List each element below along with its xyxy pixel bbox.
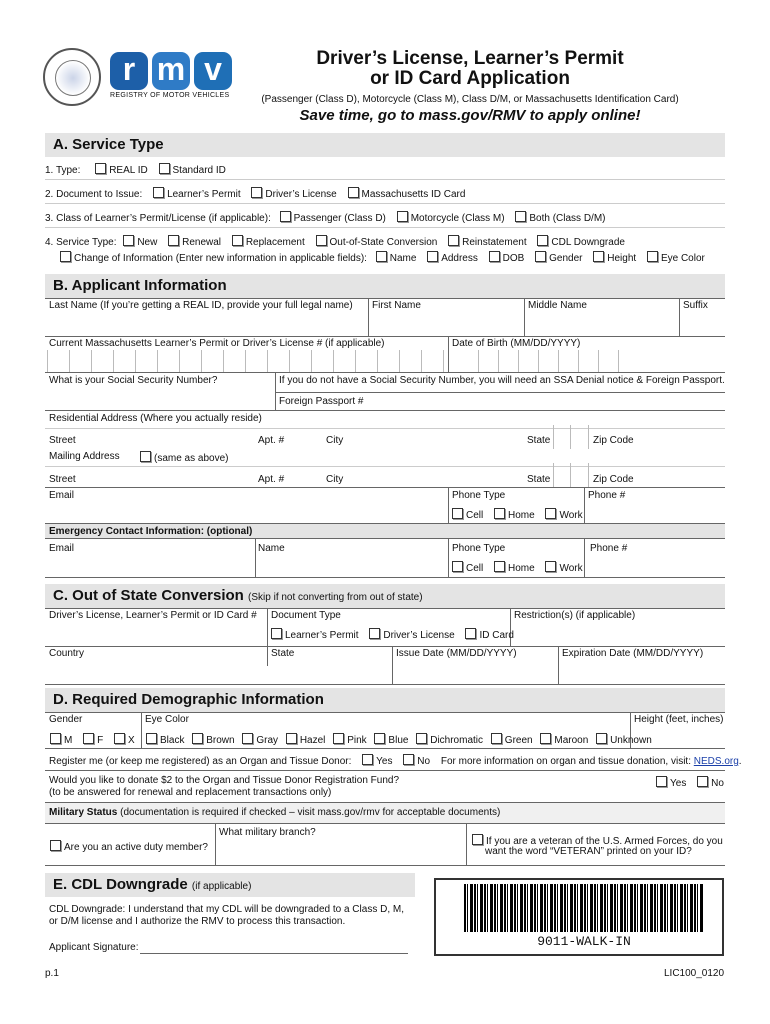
type-standard-id[interactable]: [159, 163, 226, 176]
oos-id-card[interactable]: [465, 628, 513, 641]
fund-yes[interactable]: [656, 776, 686, 789]
divider: [45, 646, 725, 647]
option-label: Hazel: [299, 735, 326, 746]
veteran-line2: want the word “VETERAN” printed on your ID?: [485, 846, 692, 857]
option-label: Standard ID: [172, 165, 226, 176]
option-label: REAL ID: [109, 165, 148, 176]
option-label: Motorcycle (Class M): [410, 213, 505, 224]
checkbox-icon[interactable]: [333, 733, 344, 744]
section-c-heading: [45, 584, 725, 608]
class-passenger[interactable]: [280, 211, 386, 224]
gender-f[interactable]: [83, 733, 103, 746]
signature-label: Applicant Signature:: [49, 942, 139, 953]
checkbox-icon[interactable]: [50, 840, 61, 851]
option-label: Eye Color: [660, 253, 705, 264]
eye-black[interactable]: [146, 733, 184, 746]
option-label: No: [711, 778, 724, 789]
option-label: ID Card: [479, 630, 514, 641]
oos-learners-permit[interactable]: [271, 628, 359, 641]
divider: [679, 298, 680, 336]
online-tagline: Save time, go to mass.gov/RMV to apply online!: [299, 107, 641, 124]
section-b-title: B. Applicant Information: [53, 277, 227, 294]
checkbox-icon[interactable]: [374, 733, 385, 744]
divider: [466, 823, 467, 865]
option-label: F: [97, 735, 104, 746]
checkbox-icon[interactable]: [146, 733, 157, 744]
gender-x[interactable]: [114, 733, 135, 746]
service-out-of-state[interactable]: [316, 235, 438, 248]
mail-state-field[interactable]: State: [527, 474, 551, 485]
checkbox-icon[interactable]: [593, 251, 604, 262]
section-b-heading: [45, 274, 725, 298]
checkbox-icon[interactable]: [83, 733, 94, 744]
option-label: Passenger (Class D): [293, 213, 386, 224]
service-reinstatement[interactable]: [448, 235, 526, 248]
option-label: Maroon: [554, 735, 589, 746]
divider: [45, 712, 725, 713]
license-number-label: Current Massachusetts Learner’s Permit or Driver’s License # (if applicable): [49, 338, 385, 349]
option-label: Name: [389, 253, 417, 264]
res-city-field[interactable]: City: [326, 435, 344, 446]
page-number: p.1: [45, 968, 59, 979]
divider: [215, 823, 216, 865]
section-d-title: D. Required Demographic Information: [53, 691, 324, 708]
checkbox-icon[interactable]: [489, 251, 500, 262]
checkbox-icon[interactable]: [95, 163, 106, 174]
cdl-text-line2: or D/M license and I authorize the RMV to process this transaction.: [49, 916, 346, 927]
oos-restrictions-field[interactable]: Restriction(s) (if applicable): [514, 610, 636, 621]
massachusetts-seal: [43, 48, 101, 106]
option-label: New: [137, 237, 158, 248]
option-label: Home: [508, 563, 535, 574]
class-row: [45, 211, 614, 224]
oos-country-field[interactable]: Country: [49, 648, 85, 659]
eye-maroon[interactable]: [540, 733, 588, 746]
section-c-title: C. Out of State Conversion: [53, 587, 244, 604]
checkbox-icon[interactable]: [140, 451, 151, 462]
option-label: Work: [559, 510, 583, 521]
divider: [45, 487, 725, 488]
checkbox-icon[interactable]: [242, 733, 253, 744]
checkbox-icon[interactable]: [656, 776, 667, 787]
option-label: (same as above): [154, 453, 229, 464]
checkbox-icon[interactable]: [251, 187, 262, 198]
section-e-subtitle: (if applicable): [191, 881, 252, 892]
service-cdl-downgrade[interactable]: [537, 235, 625, 248]
option-label: Brown: [206, 735, 235, 746]
neds-link[interactable]: NEDS.org: [693, 756, 739, 767]
section-e-title: E. CDL Downgrade: [53, 876, 188, 893]
checkbox-icon[interactable]: [286, 733, 297, 744]
last-name-field[interactable]: Last Name (If you’re getting a REAL ID, provide your full legal name): [49, 300, 353, 311]
checkbox-icon[interactable]: [545, 561, 556, 572]
oos-drivers-license[interactable]: [369, 628, 454, 641]
option-label: Out-of-State Conversion: [329, 237, 438, 248]
fund-no[interactable]: [697, 776, 724, 789]
checkbox-icon[interactable]: [647, 251, 658, 262]
checkbox-icon[interactable]: [397, 211, 408, 222]
logo-letter-m: m: [152, 52, 190, 90]
option-label: CDL Downgrade: [551, 237, 625, 248]
ssn-field[interactable]: What is your Social Security Number?: [49, 375, 218, 386]
suffix-field[interactable]: Suffix: [683, 300, 708, 311]
option-label: Dichromatic: [430, 735, 484, 746]
military-status-row: [45, 803, 725, 823]
checkbox-icon[interactable]: [348, 187, 359, 198]
oos-doc-options: [271, 628, 522, 641]
change-row: [60, 251, 713, 264]
phone-home[interactable]: [494, 508, 535, 521]
divider: [45, 823, 725, 824]
mailing-address-label: Mailing Address: [49, 451, 120, 462]
option-label: Blue: [388, 735, 409, 746]
eye-hazel[interactable]: [286, 733, 326, 746]
checkbox-icon[interactable]: [494, 561, 505, 572]
checkbox-icon[interactable]: [416, 733, 427, 744]
fund-question-line1: Would you like to donate $2 to the Organ and Tissue Donor Registration Fund?: [49, 775, 400, 786]
military-branch-field[interactable]: What military branch?: [219, 827, 316, 838]
rmv-logo: [110, 52, 236, 90]
applicant-email-field[interactable]: Email: [49, 490, 75, 501]
doc-learners-permit[interactable]: [153, 187, 241, 200]
option-label: Both (Class D/M): [529, 213, 606, 224]
divider: [448, 336, 449, 372]
military-status-label: Military Status: [49, 807, 118, 818]
checkbox-icon[interactable]: [153, 187, 164, 198]
doc-label: 2. Document to Issue:: [45, 189, 143, 200]
checkbox-icon[interactable]: [280, 211, 291, 222]
option-label: Gender: [549, 253, 583, 264]
divider: [558, 646, 559, 684]
mail-city-field[interactable]: City: [326, 474, 344, 485]
divider: [275, 392, 725, 393]
option-label: Reinstatement: [462, 237, 527, 248]
divider: [45, 372, 725, 373]
divider: [275, 372, 276, 410]
class-motorcycle[interactable]: [397, 211, 505, 224]
option-label: Gray: [256, 735, 279, 746]
divider: [368, 298, 369, 336]
divider: [45, 608, 725, 609]
dob-field[interactable]: Date of Birth (MM/DD/YYYY): [452, 338, 581, 349]
neds-link-period: .: [738, 756, 742, 767]
same-as-above[interactable]: [140, 451, 228, 464]
section-a-heading: [45, 133, 725, 157]
donor-no[interactable]: [403, 754, 430, 767]
donor-yes[interactable]: [362, 754, 392, 767]
option-label: X: [128, 735, 135, 746]
gender-label: Gender: [49, 714, 83, 725]
eye-color-label: Eye Color: [145, 714, 189, 725]
military-status-note: (documentation is required if checked – visit mass.gov/rmv for acceptable documents): [117, 807, 501, 818]
emergency-phone-options: [452, 561, 591, 574]
divider: [45, 466, 725, 467]
oos-expiration-date-field[interactable]: Expiration Date (MM/DD/YYYY): [562, 648, 704, 659]
barcode: [464, 884, 704, 932]
checkbox-icon[interactable]: [545, 508, 556, 519]
option-label: Work: [559, 563, 583, 574]
option-label: Replacement: [245, 237, 305, 248]
page-title-line2: or ID Card Application: [370, 68, 570, 89]
option-label: Height: [607, 253, 637, 264]
barcode-text: 9011-WALK-IN: [537, 934, 631, 949]
eye-pink[interactable]: [333, 733, 366, 746]
logo-caption: REGISTRY OF MOTOR VEHICLES: [110, 92, 230, 99]
eye-options: [146, 733, 657, 746]
mail-street-field[interactable]: Street: [49, 474, 76, 485]
dob-boxes[interactable]: [478, 350, 638, 372]
checkbox-icon[interactable]: [123, 235, 134, 246]
doc-drivers-license[interactable]: [251, 187, 336, 200]
emergency-phone-field[interactable]: Phone #: [590, 543, 628, 554]
res-state-boxes[interactable]: [553, 425, 589, 449]
checkbox-icon[interactable]: [448, 235, 459, 246]
applicant-phone-type-label: Phone Type: [452, 490, 506, 501]
cdl-text-line1: CDL Downgrade: I understand that my CDL will be downgraded to a Class D, M,: [49, 904, 404, 915]
logo-letter-r: r: [110, 52, 148, 90]
signature-line[interactable]: [140, 953, 408, 954]
eye-brown[interactable]: [192, 733, 234, 746]
logo-letter-v: v: [194, 52, 232, 90]
checkbox-icon[interactable]: [271, 628, 282, 639]
option-label: Driver’s License: [383, 630, 455, 641]
mail-apt-field[interactable]: Apt. #: [258, 474, 285, 485]
oos-issue-date-field[interactable]: Issue Date (MM/DD/YYYY): [396, 648, 517, 659]
checkbox-icon[interactable]: [465, 628, 476, 639]
divider: [45, 748, 725, 749]
service-replacement[interactable]: [232, 235, 305, 248]
checkbox-icon[interactable]: [316, 235, 327, 246]
divider: [45, 410, 725, 411]
checkbox-icon[interactable]: [697, 776, 708, 787]
service-label: 4. Service Type:: [45, 237, 117, 248]
change-height[interactable]: [593, 251, 636, 264]
divider: [524, 298, 525, 336]
middle-name-field[interactable]: Middle Name: [528, 300, 587, 311]
divider: [392, 646, 393, 684]
checkbox-icon[interactable]: [596, 733, 607, 744]
doc-row: [45, 187, 473, 200]
section-e-heading: [45, 873, 415, 897]
option-label: DOB: [502, 253, 525, 264]
option-label: Cell: [466, 510, 484, 521]
gender-options: [50, 733, 143, 746]
checkbox-icon[interactable]: [159, 163, 170, 174]
checkbox-icon[interactable]: [403, 754, 414, 765]
divider: [45, 428, 725, 429]
class-both[interactable]: [515, 211, 605, 224]
oos-state-field[interactable]: State: [271, 648, 295, 659]
divider: [448, 539, 449, 577]
phone-home[interactable]: [494, 561, 535, 574]
change-address[interactable]: [427, 251, 478, 264]
checkbox-icon[interactable]: [427, 251, 438, 262]
service-renewal[interactable]: [168, 235, 221, 248]
divider: [267, 608, 268, 666]
checkbox-icon[interactable]: [50, 733, 61, 744]
option-label: Massachusetts ID Card: [361, 189, 466, 200]
emergency-label: Emergency Contact Information: (optional): [49, 526, 253, 537]
passport-field[interactable]: Foreign Passport #: [279, 396, 364, 407]
phone-work[interactable]: [545, 561, 582, 574]
emergency-phone-type-label: Phone Type: [452, 543, 506, 554]
checkbox-icon[interactable]: [537, 235, 548, 246]
checkbox-icon[interactable]: [232, 235, 243, 246]
option-label: Green: [504, 735, 533, 746]
checkbox-icon[interactable]: [540, 733, 551, 744]
height-field[interactable]: Height (feet, inches): [634, 714, 724, 725]
divider: [45, 865, 725, 866]
divider: [45, 298, 725, 299]
oos-doc-type-label: Document Type: [271, 610, 341, 621]
first-name-field[interactable]: First Name: [372, 300, 421, 311]
option-label: Address: [441, 253, 478, 264]
page-title-line1: Driver’s License, Learner’s Permit: [316, 48, 624, 69]
option-label: No: [417, 756, 431, 767]
eye-dichromatic[interactable]: [416, 733, 483, 746]
mail-state-boxes[interactable]: [553, 463, 589, 487]
change-name[interactable]: [376, 251, 417, 264]
option-label: Learner’s Permit: [167, 189, 241, 200]
res-zip-field[interactable]: Zip Code: [593, 435, 634, 446]
change-eye-color[interactable]: [647, 251, 705, 264]
phone-cell[interactable]: [452, 508, 483, 521]
eye-blue[interactable]: [374, 733, 408, 746]
donor-info-text: For more information on organ and tissue donation, visit:: [440, 756, 691, 767]
applicant-phone-options: [452, 508, 591, 521]
fund-options: [656, 776, 724, 789]
emergency-name-field[interactable]: Name: [258, 543, 285, 554]
option-label: Black: [160, 735, 185, 746]
checkbox-icon[interactable]: [472, 834, 483, 845]
option-label: Learner’s Permit: [285, 630, 359, 641]
checkbox-icon[interactable]: [452, 508, 463, 519]
checkbox-icon[interactable]: [362, 754, 373, 765]
checkbox-icon[interactable]: [376, 251, 387, 262]
checkbox-icon[interactable]: [369, 628, 380, 639]
mail-zip-field[interactable]: Zip Code: [593, 474, 634, 485]
option-label: Yes: [376, 756, 393, 767]
res-state-field[interactable]: State: [527, 435, 551, 446]
divider: [45, 203, 725, 204]
checkbox-icon[interactable]: [494, 508, 505, 519]
option-label: M: [64, 735, 73, 746]
option-label: Change of Information (Enter new information in applicable fields):: [74, 253, 367, 264]
checkbox-icon[interactable]: [515, 211, 526, 222]
class-label: 3. Class of Learner’s Permit/License (if applicable):: [45, 213, 271, 224]
donor-question: Register me (or keep me registered) as an Organ and Tissue Donor:: [49, 756, 352, 767]
divider: [45, 336, 725, 337]
divider: [45, 770, 725, 771]
emergency-email-field[interactable]: Email: [49, 543, 75, 554]
option-label: Renewal: [182, 237, 222, 248]
divider: [45, 577, 725, 578]
license-number-boxes[interactable]: [47, 350, 447, 372]
phone-cell[interactable]: [452, 561, 483, 574]
type-real-id[interactable]: [95, 163, 148, 176]
divider: [448, 487, 449, 523]
option-label: Unknown: [610, 735, 652, 746]
eye-gray[interactable]: [242, 733, 278, 746]
res-apt-field[interactable]: Apt. #: [258, 435, 285, 446]
residential-address-label: Residential Address (Where you actually reside): [49, 413, 262, 424]
oos-card-number-field[interactable]: Driver’s License, Learner’s Permit or ID Card #: [49, 610, 257, 621]
divider: [45, 684, 725, 685]
change-dob[interactable]: [489, 251, 525, 264]
res-street-field[interactable]: Street: [49, 435, 76, 446]
checkbox-icon[interactable]: [452, 561, 463, 572]
divider: [255, 539, 256, 577]
checkbox-icon[interactable]: [114, 733, 125, 744]
divider: [45, 179, 725, 180]
checkbox-icon[interactable]: [168, 235, 179, 246]
eye-unknown[interactable]: [596, 733, 652, 746]
fund-question-line2: (to be answered for renewal and replacement transactions only): [49, 787, 332, 798]
donor-row: [49, 754, 742, 767]
option-label: Pink: [347, 735, 367, 746]
checkbox-icon[interactable]: [60, 251, 71, 262]
type-label: 1. Type:: [45, 165, 81, 176]
option-label: Yes: [670, 778, 687, 789]
section-d-heading: [45, 688, 725, 712]
doc-ma-id-card[interactable]: [348, 187, 466, 200]
type-row: [45, 163, 234, 176]
checkbox-icon[interactable]: [535, 251, 546, 262]
divider: [45, 227, 725, 228]
option-label: Driver’s License: [265, 189, 337, 200]
section-a-title: A. Service Type: [53, 136, 164, 153]
checkbox-icon[interactable]: [192, 733, 203, 744]
applicant-phone-field[interactable]: Phone #: [588, 490, 626, 501]
change-of-information[interactable]: [60, 251, 367, 264]
emergency-contact-heading: [45, 523, 725, 539]
phone-work[interactable]: [545, 508, 582, 521]
checkbox-icon[interactable]: [491, 733, 502, 744]
no-ssn-note: If you do not have a Social Security Number, you will need an SSA Denial notice & Foreign Passport.: [279, 375, 725, 386]
option-label: Home: [508, 510, 535, 521]
option-label: Are you an active duty member?: [64, 842, 208, 853]
service-new[interactable]: [123, 235, 157, 248]
active-duty[interactable]: [50, 840, 208, 853]
option-label: Cell: [466, 563, 484, 574]
section-c-subtitle: (Skip if not converting from out of state): [248, 592, 423, 603]
gender-m[interactable]: [50, 733, 72, 746]
page-subtitle: (Passenger (Class D), Motorcycle (Class M), Class D/M, or Massachusetts Identification Card): [261, 94, 679, 105]
eye-green[interactable]: [491, 733, 533, 746]
option-label: If you are a veteran of the U.S. Armed Forces, do you: [486, 836, 723, 847]
change-gender[interactable]: [535, 251, 582, 264]
service-row: [45, 235, 633, 248]
form-id: LIC100_0120: [664, 968, 725, 979]
